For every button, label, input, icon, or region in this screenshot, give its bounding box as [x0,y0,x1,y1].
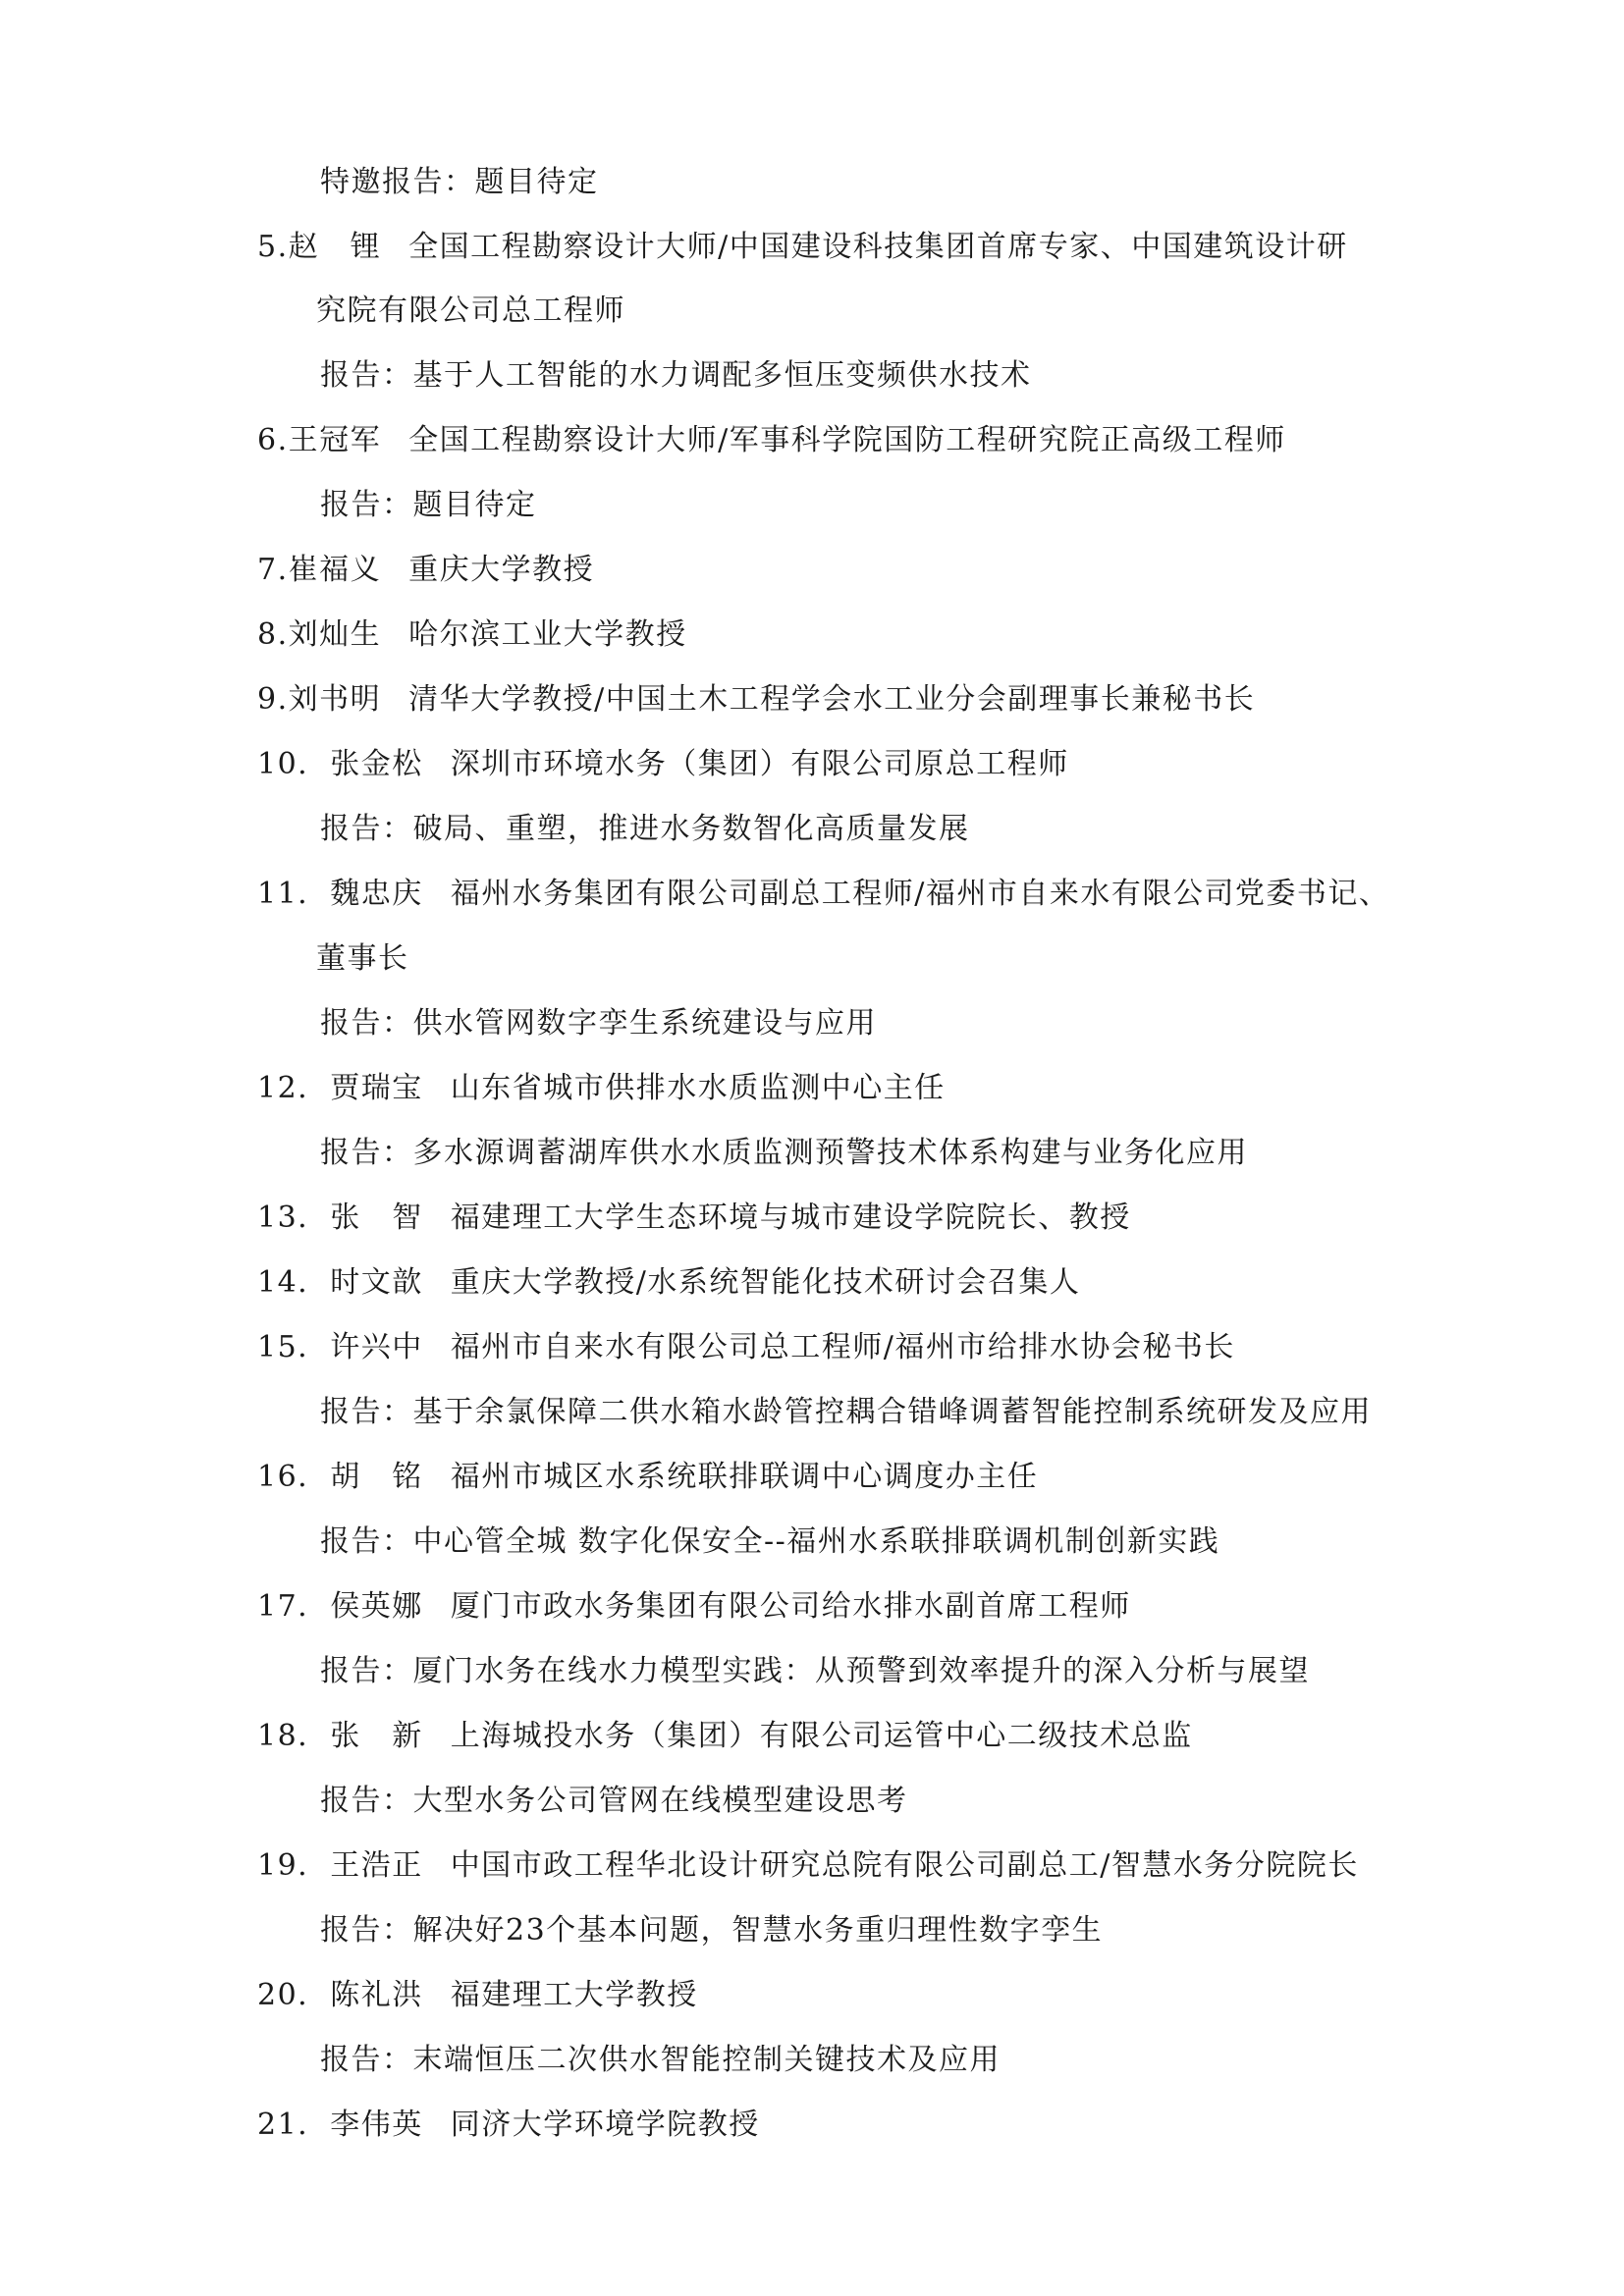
entry-number: 19. [257,1848,309,1883]
entry-number: 9. [257,682,289,717]
speaker-title: 福建理工大学生态环境与城市建设学院院长、教授 [450,1201,1131,1235]
speaker-entry [257,228,1348,267]
entry-number: 15. [257,1330,309,1364]
speaker-name: 张 新 [330,1719,423,1753]
entry-number: 13. [257,1201,309,1235]
report-line: 报告：基于余氯保障二供水箱水龄管控耦合错峰调蓄智能控制系统研发及应用 [320,1395,1372,1429]
speaker-entry [257,1069,946,1108]
speaker-title: 中国市政工程华北设计研究总院有限公司副总工/智慧水务分院院长 [450,1848,1359,1883]
speaker-name: 张金松 [330,747,423,781]
report-line: 报告：大型水务公司管网在线模型建设思考 [320,1784,908,1818]
report-line: 报告：基于人工智能的水力调配多恒压变频供水技术 [320,358,1032,393]
speaker-title-continued: 董事长 [316,941,409,976]
report-line: 报告：多水源调蓄湖库供水水质监测预警技术体系构建与业务化应用 [320,1136,1248,1170]
entry-number: 8. [257,617,289,652]
speaker-name: 许兴中 [330,1330,423,1364]
speaker-name: 刘书明 [288,682,382,717]
speaker-title: 哈尔滨工业大学教授 [408,617,687,652]
speaker-title: 厦门市政水务集团有限公司给水排水副首席工程师 [450,1589,1131,1624]
entry-number: 11. [257,877,309,911]
speaker-title: 全国工程勘察设计大师/中国建设科技集团首席专家、中国建筑设计研 [408,230,1348,264]
speaker-title-continued: 究院有限公司总工程师 [316,294,625,328]
speaker-entry [257,1717,1193,1756]
speaker-name: 王浩正 [330,1848,423,1883]
speaker-entry [257,875,1389,914]
speaker-title: 深圳市环境水务（集团）有限公司原总工程师 [450,747,1069,781]
report-line: 报告：中心管全城 数字化保安全--福州水系联排联调机制创新实践 [320,1524,1220,1559]
speaker-name: 李伟英 [330,2108,423,2142]
speaker-entry [257,1846,1359,1886]
speaker-entry [257,421,1286,460]
entry-number: 7. [257,553,289,587]
entry-number: 5. [257,230,289,264]
speaker-entry [257,551,594,590]
speaker-title: 福州水务集团有限公司副总工程师/福州市自来水有限公司党委书记、 [450,877,1390,911]
entry-number: 16. [257,1460,309,1494]
speaker-title: 重庆大学教授 [408,553,595,587]
entry-number: 21. [257,2108,309,2142]
speaker-entry [257,2106,760,2145]
speaker-name: 崔福义 [288,553,382,587]
report-line: 报告：破局、重塑，推进水务数智化高质量发展 [320,812,970,846]
report-line: 报告：供水管网数字孪生系统建设与应用 [320,1006,877,1041]
speaker-entry [257,1263,1080,1303]
speaker-name: 赵 锂 [288,230,382,264]
speaker-entry [257,1587,1131,1627]
speaker-name: 魏忠庆 [330,877,423,911]
speaker-entry [257,1976,698,2015]
speaker-entry [257,680,1255,720]
report-line: 报告：末端恒压二次供水智能控制关键技术及应用 [320,2043,1001,2077]
speaker-name: 时文歆 [330,1265,423,1300]
entry-number: 10. [257,747,309,781]
speaker-name: 张 智 [330,1201,423,1235]
speaker-title: 上海城投水务（集团）有限公司运管中心二级技术总监 [450,1719,1193,1753]
speaker-title: 全国工程勘察设计大师/军事科学院国防工程研究院正高级工程师 [408,423,1286,457]
speaker-name: 胡 铭 [330,1460,423,1494]
speaker-title: 福州市自来水有限公司总工程师/福州市给排水协会秘书长 [450,1330,1235,1364]
speaker-name: 陈礼洪 [330,1978,423,2012]
speaker-name: 贾瑞宝 [330,1071,423,1105]
entry-number: 12. [257,1071,309,1105]
speaker-name: 侯英娜 [330,1589,423,1624]
speaker-name: 刘灿生 [288,617,382,652]
entry-number: 17. [257,1589,309,1624]
report-line: 特邀报告：题目待定 [320,165,599,199]
speaker-title: 同济大学环境学院教授 [450,2108,760,2142]
speaker-entry [257,1328,1235,1367]
speaker-entry [257,745,1069,784]
report-line: 报告：题目待定 [320,488,537,522]
speaker-title: 山东省城市供排水水质监测中心主任 [450,1071,946,1105]
entry-number: 14. [257,1265,309,1300]
entry-number: 18. [257,1719,309,1753]
speaker-title: 重庆大学教授/水系统智能化技术研讨会召集人 [450,1265,1081,1300]
speaker-entry [257,1199,1131,1238]
report-line: 报告：解决好23个基本问题，智慧水务重归理性数字孪生 [320,1913,1104,1948]
speaker-entry [257,1458,1038,1497]
report-line: 报告：厦门水务在线水力模型实践：从预警到效率提升的深入分析与展望 [320,1654,1310,1688]
speaker-name: 王冠军 [288,423,382,457]
entry-number: 6. [257,423,289,457]
speaker-entry [257,615,687,655]
entry-number: 20. [257,1978,309,2012]
speaker-title: 福建理工大学教授 [450,1978,698,2012]
speaker-title: 清华大学教授/中国土木工程学会水工业分会副理事长兼秘书长 [408,682,1256,717]
speaker-title: 福州市城区水系统联排联调中心调度办主任 [450,1460,1039,1494]
